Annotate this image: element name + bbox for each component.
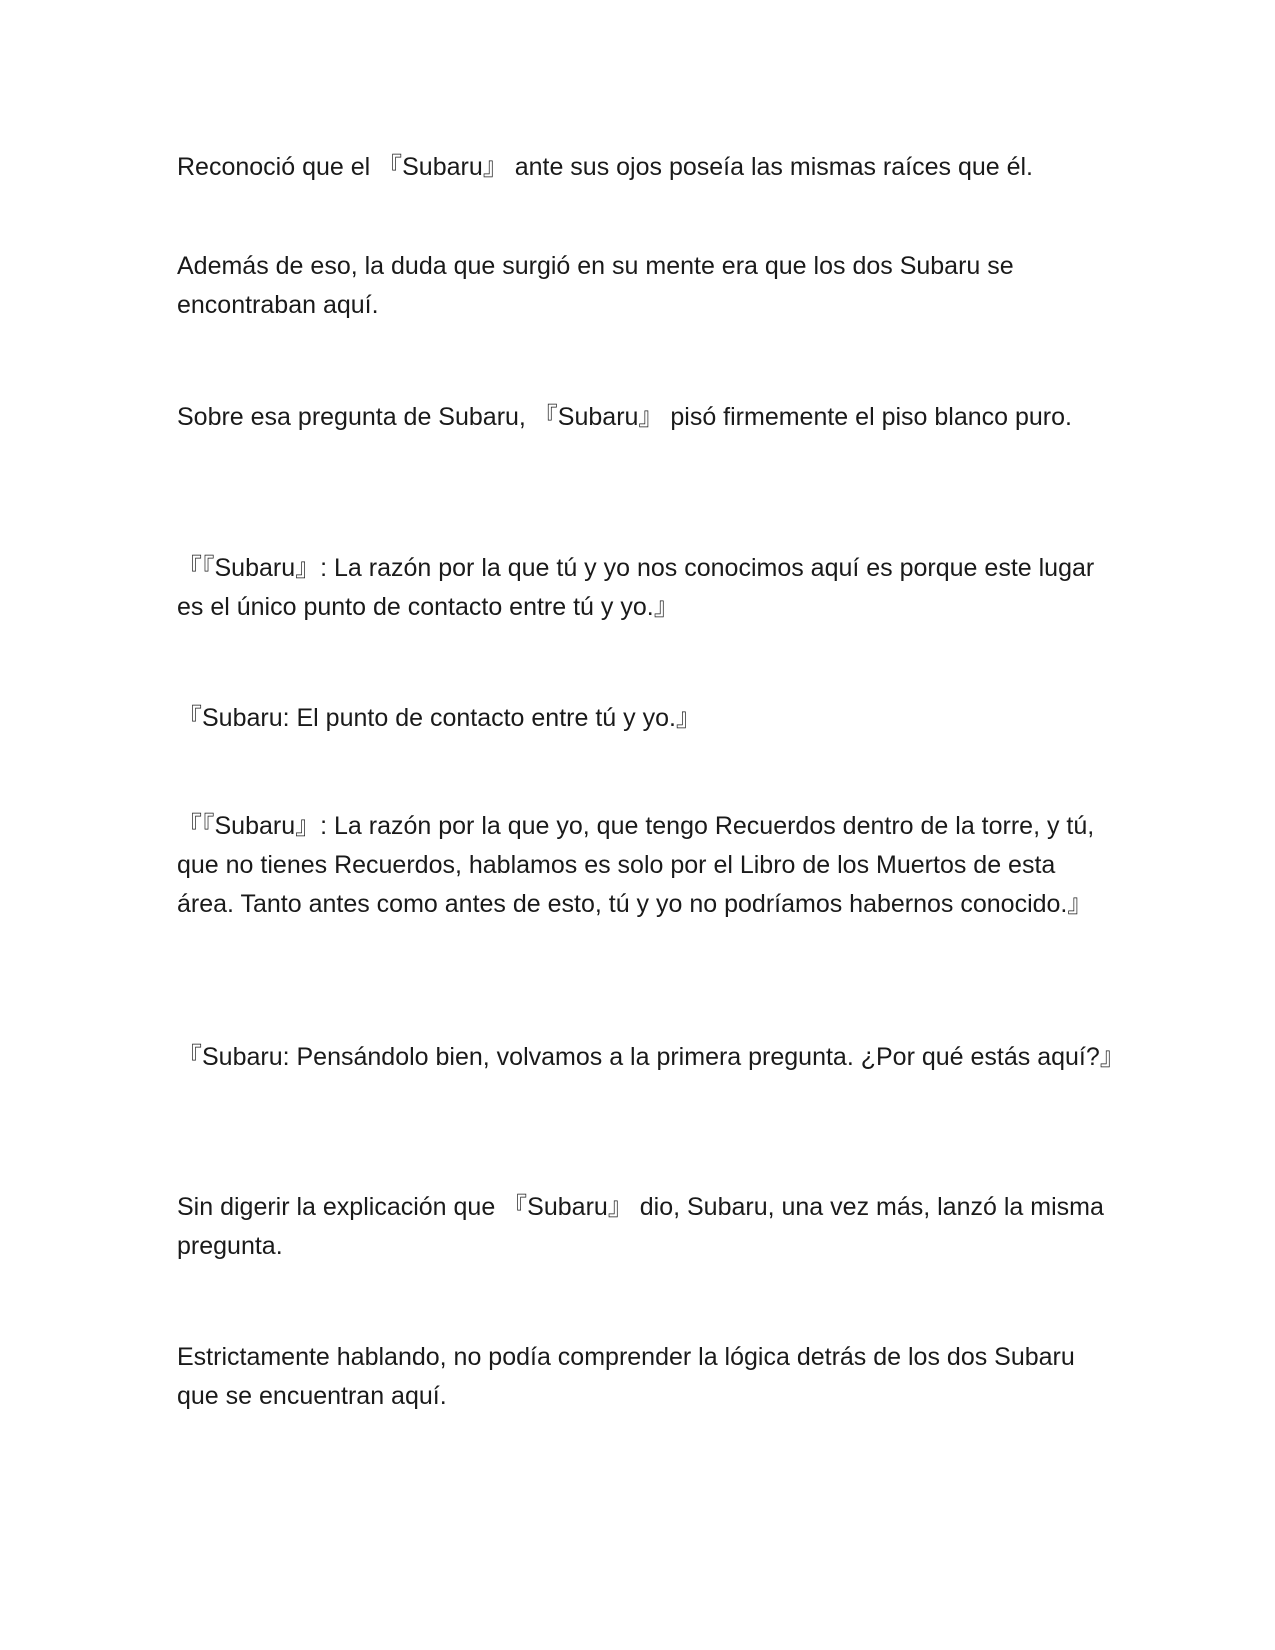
paragraph-3: Sobre esa pregunta de Subaru, 『Subaru』 pisó firmemente el piso blanco puro. [177,403,1072,431]
paragraph-9: Estrictamente hablando, no podía comprender la lógica detrás de los dos Subaru que se encuentran aquí. [177,1343,1075,1410]
paragraph-5: 『Subaru: El punto de contacto entre tú y yo.』 [177,704,701,732]
paragraph-2: Además de eso, la duda que surgió en su mente era que los dos Subaru se encontraban aquí. [177,252,1014,319]
paragraph-4: 『『Subaru』: La razón por la que tú y yo nos conocimos aquí es porque este lugar es el único punto de contacto entre tú y yo.』 [177,554,1095,621]
paragraph-7: 『Subaru: Pensándolo bien, volvamos a la primera pregunta. ¿Por qué estás aquí?』 [177,1043,1125,1071]
paragraph-6: 『『Subaru』: La razón por la que yo, que tengo Recuerdos dentro de la torre, y tú, que no tienes Recuerdos, hablamos es solo por el Libro de los Muertos de esta área. Tanto antes como antes de esto, tú y yo no podríamos habernos conocido.』 [177,812,1095,918]
paragraph-8: Sin digerir la explicación que 『Subaru』 dio, Subaru, una vez más, lanzó la misma pregunta. [177,1193,1104,1260]
paragraph-1: Reconoció que el 『Subaru』 ante sus ojos poseía las mismas raíces que él. [177,153,1034,181]
